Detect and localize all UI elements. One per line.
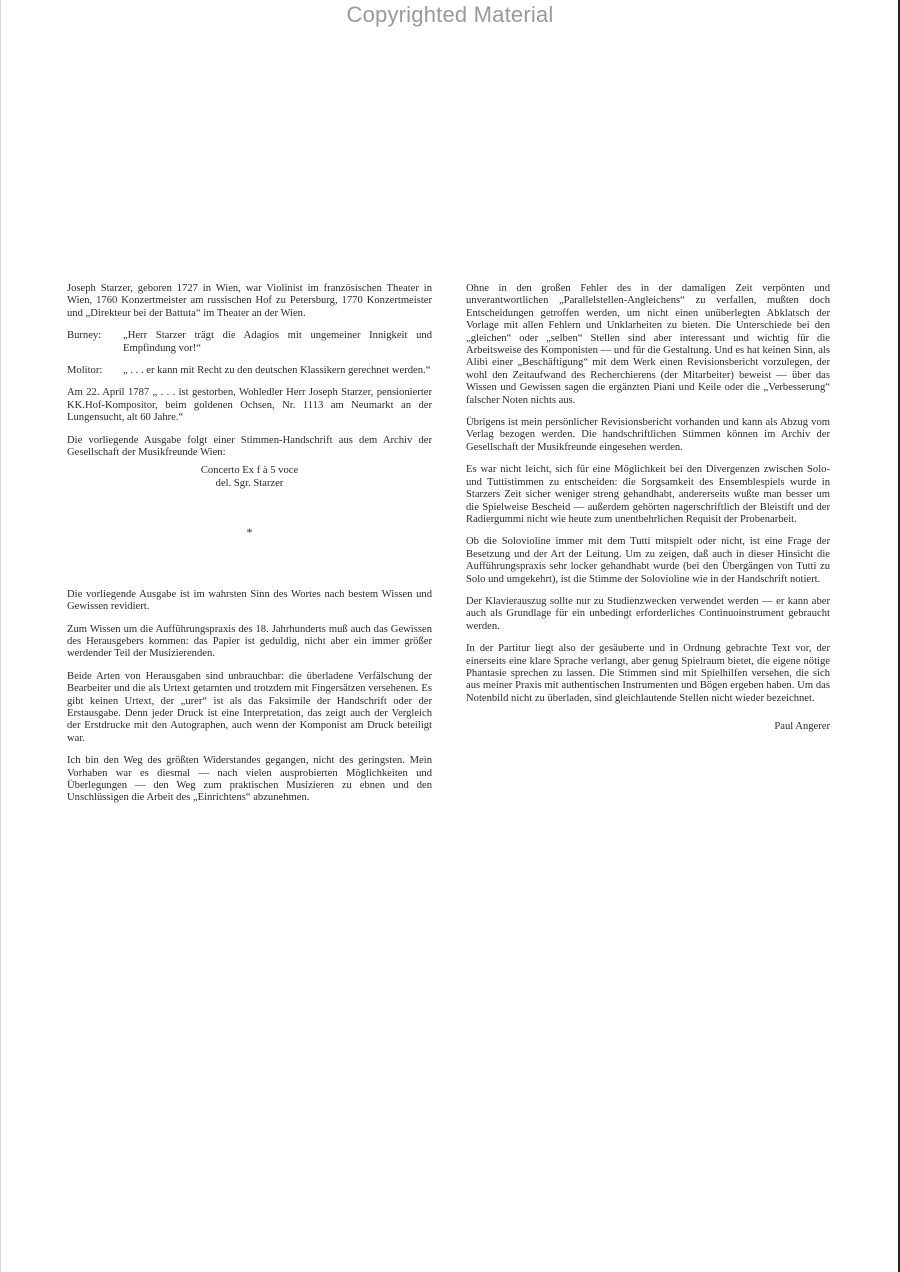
score-paragraph: In der Partitur liegt also der gesäuberte und in Ordnung gebrachte Text vor, der einerseits eine klare Sprache verlangt, aber genug Spielraum bietet, die eigene nötige Phantasie sprechen zu lassen. Die Stimmen sind mit Spielhilfen versehen, die sich aus meiner Praxis mit authentischen Instrumenten und Bögen ergeben haben. Um das Notenbild nicht zu überladen, sind gleichlautende Stellen nicht wieder bezeichnet.	[466, 643, 830, 704]
author-signature: Paul Angerer	[774, 721, 830, 733]
death-paragraph: Am 22. April 1787 „ . . . ist gestorben, Wohledler Herr Joseph Starzer, pensionierter KK.Hof-Kompositor, beim goldenen Ochsen, Nr. 1113 am Neumarkt an der Lungensucht, alt 60 Jahre.“	[67, 387, 432, 424]
performance-practice-paragraph: Zum Wissen um die Aufführungspraxis des 18. Jahrhunderts muß auch das Gewissen des Herausgebers kommen: das Papier ist geduldig, nicht aber ein immer größer werdender Teil der Musizierenden.	[67, 623, 432, 660]
solo-tutti-paragraph: Es war nicht leicht, sich für eine Möglichkeit bei den Divergenzen zwischen Solo- und Tuttistimmen zu entscheiden: die Sorgsamkeit des Ensemblespiels wurde in Starzers Zeit sicher weniger streng gehandhabt, andererseits wußte man besser um die Spielweise Bescheid — außerdem gehörten nagerschriftlich der Bleistift und der Radiergummi nicht wie heute zum unentbehrlichen Requisit der Probenarbeit.	[466, 464, 830, 525]
source-paragraph: Die vorliegende Ausgabe folgt einer Stimmen-Handschrift aus dem Archiv der Gesellschaft der Musikfreunde Wien:	[67, 434, 432, 459]
copyright-watermark: Copyrighted Material	[346, 2, 554, 27]
concerto-attribution: del. Sgr. Starzer	[215, 477, 284, 489]
editions-paragraph: Beide Arten von Herausgaben sind unbrauchbar: die überladene Verfälschung der Bearbeiter und die als Urtext getarnten und trotzdem mit Fingersätzen versehenen. Es gibt keinen Urtext, der „urer“ ist als das Faksimile der Handschrift oder der Erstausgabe. Denn jeder Druck ist eine Interpretation, das zeigt auch der Vergleich der Erstdrucke mit den Autographen, auch wenn der Komponist am Druck beteiligt war.	[67, 670, 432, 744]
revision-report-paragraph: Übrigens ist mein persönlicher Revisionsbericht vorhanden und kann als Abzug vom Verlag bezogen werden. Die handschriftlichen Stimmen können im Archiv der Gesellschaft der Musikfreunde eingesehen werden.	[466, 417, 830, 453]
concerto-title: Concerto Ex f à 5 voce	[200, 465, 299, 477]
left-text-column	[67, 283, 432, 815]
quote-text: „Herr Starzer trägt die Adagios mit ungemeiner Innigkeit und Empfindung vor!“	[123, 330, 432, 354]
quote-molitor	[67, 365, 432, 377]
section-divider-star: *	[246, 525, 253, 540]
page-left-edge	[0, 0, 1, 1272]
approach-paragraph: Ich bin den Weg des größten Widerstandes gegangen, nicht des geringsten. Mein Vorhaben war es diesmal — nach vielen ausprobierten Möglichkeiten und Überlegungen — den Weg zum praktischen Musizieren zu ebnen und den Unschlüssigen die Arbeit des „Einrichtens“ abzunehmen.	[67, 755, 432, 804]
right-text-column	[466, 283, 830, 734]
piano-reduction-paragraph: Der Klavierauszug sollte nur zu Studienzwecken verwendet werden — er kann aber auch als Grundlage für ein unbedingt erforderliches Continuoinstrument gebraucht werden.	[466, 595, 830, 632]
quote-author: Molitor:	[67, 365, 103, 377]
parallel-passages-paragraph: Ohne in den großen Fehler des in der damaligen Zeit verpönten und unverantwortlichen „Parallelstellen-Angleichens“ zu verfallen, mußten doch Entscheidungen getroffen werden, um nicht einen unüberlegten Abklatsch der Vorlage mit allen Fehlern und Unklarheiten zu bieten. Die Unterschiede bei den „gleichen“ oder „selben“ Stellen sind aber interessant und wichtig für die Arbeitsweise des Komponisten — und für die Gestaltung. Und es hat keinen Sinn, als Alibi einer „Beschäftigung“ mit dem Werk einen Revisionsbericht vorzulegen, der wohl den Zeitaufwand des Recherchierens (der Mitarbeiter) beweist — über das Wissen und Gewissen sagen die ergänzten Piani und Keile oder die „Verbesserung“ falscher Noten nichts aus.	[466, 283, 830, 406]
quote-burney	[67, 330, 432, 355]
revision-paragraph: Die vorliegende Ausgabe ist im wahrsten Sinn des Wortes nach bestem Wissen und Gewissen revidiert.	[67, 588, 432, 613]
quote-author: Burney:	[67, 330, 102, 342]
concerto-title-block	[67, 465, 432, 490]
quote-text: „ . . . er kann mit Recht zu den deutschen Klassikern gerechnet werden.“	[123, 365, 431, 377]
biography-paragraph: Joseph Starzer, geboren 1727 in Wien, war Violinist im französischen Theater in Wien, 1760 Konzertmeister am russischen Hof zu Petersburg, 1770 Konzertmeister und „Direkteur bei der Battuta“ im Theater an der Wien.	[67, 283, 432, 319]
solo-violin-paragraph: Ob die Solovioline immer mit dem Tutti mitspielt oder nicht, ist eine Frage der Besetzung und der Art der Leitung. Um zu zeigen, daß auch in dieser Hinsicht die Aufführungspraxis sehr locker gehandhabt wurde (bei den Übergängen von Tutti zu Solo und umgekehrt), ist die Stimme der Solovioline wie in der Handschrift notiert.	[466, 536, 830, 585]
